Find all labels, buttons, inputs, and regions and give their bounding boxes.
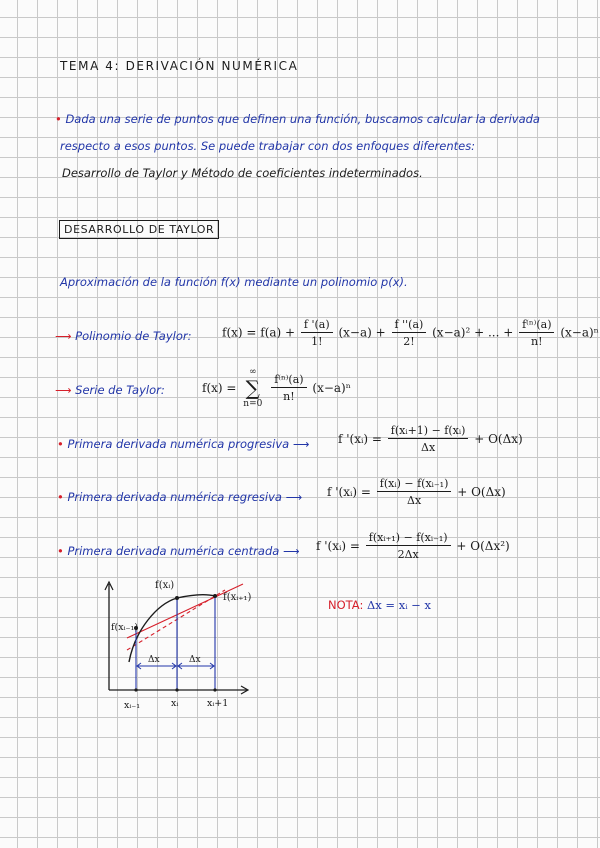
taylor-series-lhs: f(x) =	[202, 381, 237, 395]
nota-formula: Δx = xᵢ − x	[366, 598, 431, 612]
taylor-polynomial-lhs: f(x) = f(a) +	[222, 325, 296, 340]
intro-line-1	[55, 106, 540, 133]
arrow-icon: ⟶	[282, 544, 300, 558]
taylor-polynomial-label-text: Polinomio de Taylor:	[75, 329, 192, 343]
denominator: Δx	[421, 441, 436, 454]
derivative-graph	[95, 570, 265, 720]
summation-symbol: ∑	[245, 376, 260, 400]
term-tail: (x−a)² + ... +	[432, 325, 514, 340]
intro-line-3: Desarrollo de Taylor y Método de coeficientes indeterminados.	[62, 166, 423, 180]
fraction	[377, 477, 452, 507]
label-x-i: xᵢ	[171, 698, 179, 709]
error-term: + O(Δx)	[457, 485, 506, 499]
taylor-series-label	[55, 383, 165, 397]
label-f-xim1: f(xᵢ₋₁)	[111, 622, 139, 633]
derivative-regressive-label-text: Primera derivada numérica regresiva	[67, 490, 282, 504]
term-tail: (x−a)ⁿ	[560, 325, 599, 340]
fraction	[392, 318, 427, 348]
fraction	[388, 424, 469, 454]
label-dx-1: Δx	[148, 655, 160, 665]
page-title: TEMA 4: DERIVACIÓN NUMÉRICA	[60, 59, 299, 73]
section-heading-box: DESARROLLO DE TAYLOR	[59, 220, 219, 239]
fraction	[271, 373, 306, 403]
derivative-progressive-formula	[338, 424, 523, 454]
nota-label: NOTA:	[328, 598, 364, 612]
intro-line-2: respecto a esos puntos. Se puede trabajar con dos enfoques diferentes:	[60, 139, 476, 153]
numerator: f(xᵢ₊₁) − f(xᵢ₋₁)	[366, 531, 451, 546]
taylor-series-formula	[202, 366, 351, 410]
point-xip1	[213, 594, 217, 598]
denominator: Δx	[407, 494, 422, 507]
label-dx-2: Δx	[189, 655, 201, 665]
label-x-im1: xᵢ₋₁	[124, 700, 141, 711]
denominator: 1!	[311, 335, 323, 348]
bullet: •	[57, 437, 64, 451]
numerator: f ''(a)	[392, 318, 427, 333]
formula-lhs: f '(xᵢ) =	[316, 539, 360, 553]
point-xi	[175, 596, 179, 600]
denominator: 2Δx	[397, 548, 419, 561]
bullet: •	[57, 490, 64, 504]
derivative-regressive-label	[57, 490, 302, 504]
denominator: 2!	[403, 335, 415, 348]
label-x-ip1: xᵢ+1	[207, 698, 229, 709]
arrow-icon: ⟶	[292, 437, 310, 451]
numerator: f⁽ⁿ⁾(a)	[271, 373, 306, 388]
numerator: f⁽ⁿ⁾(a)	[519, 318, 554, 333]
derivative-progressive-label	[57, 437, 309, 451]
taylor-polynomial-formula	[222, 318, 599, 348]
derivative-progressive-label-text: Primera derivada numérica progresiva	[67, 437, 290, 451]
derivative-regressive-formula	[327, 477, 506, 507]
error-term: + O(Δx²)	[456, 539, 510, 553]
derivative-centered-label	[57, 544, 299, 558]
tick-xip1	[213, 688, 216, 691]
formula-lhs: f '(xᵢ) =	[338, 432, 382, 446]
denominator: n!	[283, 390, 295, 403]
numerator: f(xᵢ+1) − f(xᵢ)	[388, 424, 469, 439]
arrow-icon: ⟶	[55, 329, 72, 343]
arrow-icon: ⟶	[285, 490, 303, 504]
taylor-polynomial-label	[55, 329, 191, 343]
numerator: f '(a)	[301, 318, 333, 333]
term-tail: (x−a)ⁿ	[312, 381, 351, 395]
label-f-xi: f(xᵢ)	[155, 580, 175, 591]
taylor-series-label-text: Serie de Taylor:	[75, 383, 165, 397]
bullet: •	[55, 112, 62, 126]
summation-lower: n=0	[243, 399, 263, 409]
fraction	[301, 318, 333, 348]
denominator: n!	[531, 335, 543, 348]
function-curve	[129, 595, 215, 662]
label-f-xip1: f(xᵢ₊₁)	[223, 592, 252, 603]
tick-xi	[175, 688, 178, 691]
term-tail: (x−a) +	[338, 325, 386, 340]
fraction	[366, 531, 451, 561]
arrow-icon: ⟶	[55, 383, 72, 397]
bullet: •	[57, 544, 64, 558]
summation	[243, 366, 262, 410]
summation-upper: ∞	[249, 367, 257, 377]
error-term: + O(Δx)	[474, 432, 523, 446]
nota	[328, 598, 431, 612]
intro-line-1-text: Dada una serie de puntos que definen una función, buscamos calcular la derivada	[65, 112, 540, 126]
approximation-text: Aproximación de la función f(x) mediante un polinomio p(x).	[60, 275, 408, 289]
numerator: f(xᵢ) − f(xᵢ₋₁)	[377, 477, 452, 492]
tick-xim1	[134, 688, 137, 691]
formula-lhs: f '(xᵢ) =	[327, 485, 371, 499]
derivative-centered-label-text: Primera derivada numérica centrada	[67, 544, 280, 558]
fraction	[519, 318, 554, 348]
derivative-centered-formula	[316, 531, 510, 561]
